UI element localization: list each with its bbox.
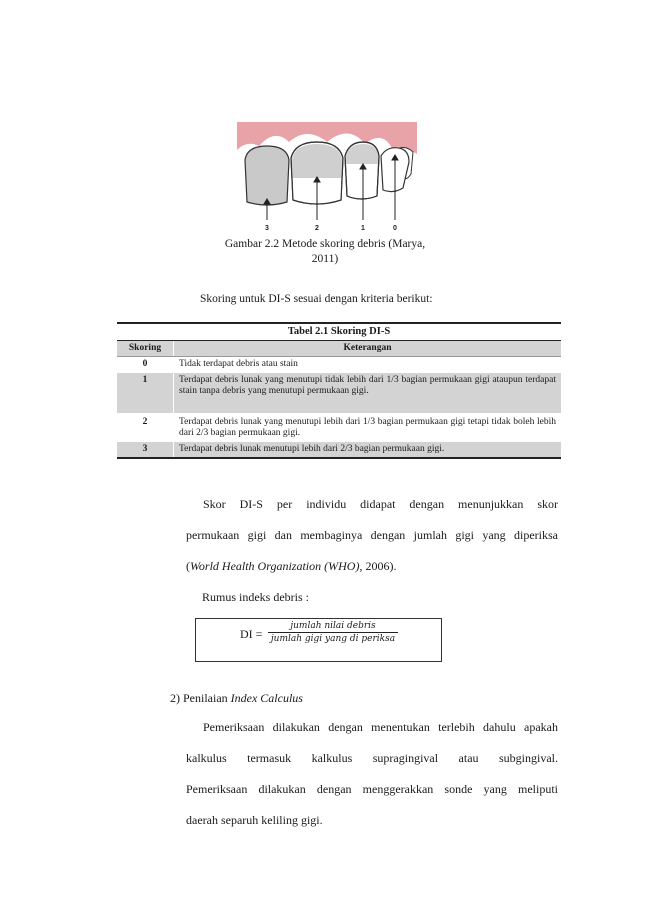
table-header-description: Keterangan (174, 340, 562, 357)
table-row (117, 442, 561, 459)
formula-box (195, 618, 442, 662)
tooth-score-3 (245, 146, 289, 205)
description-cell: Terdapat debris lunak yang menutupi lebih dari 1/3 bagian permukaan gigi tetapi tidak boleh lebih dari 2/3 bagian permukaan gigi. (179, 416, 556, 438)
paragraph-line: daerah separuh keliling gigi. (186, 813, 323, 827)
table-header-score: Skoring (117, 340, 174, 357)
table-row (117, 413, 561, 442)
paragraph-line: Pemeriksaan dilakukan dengan menggerakkan sonde yang meliputi (186, 782, 558, 796)
tooth-label-3: 3 (265, 225, 269, 232)
score-cell: 1 (117, 373, 174, 413)
teeth-debris-figure (237, 122, 417, 234)
teeth-illustration (237, 122, 417, 234)
formula-lhs: DI = (240, 627, 263, 641)
fraction-bar (268, 632, 398, 633)
table-row (117, 373, 561, 413)
figure-caption (205, 237, 445, 267)
figure-caption-line1: Gambar 2.2 Metode skoring debris (Marya, (224, 238, 426, 250)
citation-rest: , 2006). (359, 559, 397, 573)
formula-denominator: jumlah gigi yang di periksa (270, 634, 396, 644)
heading-italic: Index Calculus (230, 691, 303, 705)
tooth-label-0: 0 (393, 225, 397, 232)
score-cell: 0 (117, 357, 174, 373)
paragraph-di-s (186, 497, 558, 590)
description-cell: Tidak terdapat debris atau stain (179, 359, 298, 369)
scoring-table (117, 322, 561, 459)
paragraph-line (186, 559, 558, 590)
formula-numerator: jumlah nilai debris (290, 621, 376, 631)
citation-italic: World Health Organization (WHO) (190, 559, 360, 573)
paragraph-line: permukaan gigi dan membaginya dengan jumlah gigi yang diperiksa (186, 528, 558, 542)
description-cell: Terdapat debris lunak menutupi lebih dari 2/3 bagian permukaan gigi. (174, 442, 562, 459)
table-title: Tabel 2.1 Skoring DI-S (117, 323, 561, 340)
tooth-label-2: 2 (315, 225, 319, 232)
heading-prefix: 2) Penilaian (170, 691, 231, 705)
formula-label: Rumus indeks debris : (202, 590, 309, 604)
paragraph-line: Skor DI-S per individu didapat dengan menunjukkan skor (203, 497, 558, 511)
paragraph-line: kalkulus termasuk kalkulus supragingival atau subgingival. (186, 751, 558, 765)
tooth-label-1: 1 (361, 225, 365, 232)
intro-text: Skoring untuk DI-S sesuai dengan kriteria berikut: (200, 293, 433, 305)
section-heading-index-calculus (170, 691, 303, 706)
table-row (117, 357, 561, 373)
paragraph-calculus (186, 720, 558, 844)
score-cell: 2 (117, 413, 174, 442)
figure-caption-line2: 2011) (311, 253, 339, 265)
score-cell: 3 (117, 442, 174, 459)
paren-open: ( (186, 559, 190, 573)
description-cell: Terdapat debris lunak yang menutupi tidak lebih dari 1/3 bagian permukaan gigi ataupun terdapat stain tanpa debris yang menutupi permukaan gigi. (174, 373, 562, 413)
paragraph-line: Pemeriksaan dilakukan dengan menentukan terlebih dahulu apakah (203, 720, 558, 734)
